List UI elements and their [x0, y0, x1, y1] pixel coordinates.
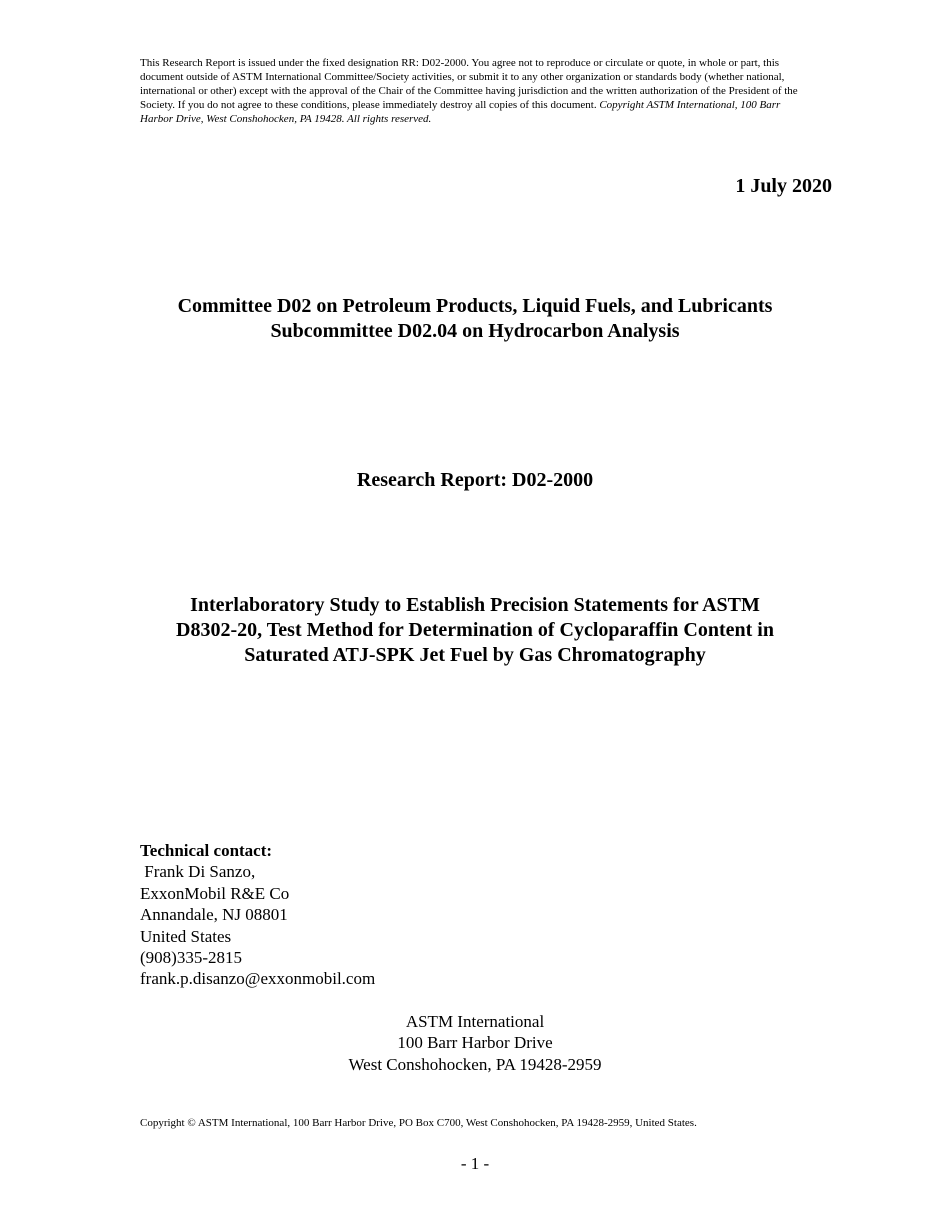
notice-copyright: Copyright ASTM International, 100 Barr Harbor Drive, West Conshohocken, PA 19428. All rights reserved.	[140, 99, 781, 125]
committee-heading	[0, 294, 950, 344]
address-street: 100 Barr Harbor Drive	[397, 1033, 553, 1053]
technical-contact	[140, 840, 375, 990]
report-designation: Research Report: D02-2000	[356, 469, 594, 491]
contact-company: ExxonMobil R&E Co	[140, 883, 290, 903]
address-org: ASTM International	[405, 1012, 545, 1031]
study-title-line-2: D8302-20, Test Method for Determination of Cycloparaffin Content in	[176, 619, 774, 641]
subcommittee-name: Subcommittee D02.04 on Hydrocarbon Analysis	[270, 320, 680, 342]
contact-name: Frank Di Sanzo,	[140, 862, 256, 882]
contact-email: frank.p.disanzo@exxonmobil.com	[140, 969, 376, 989]
address-city: West Conshohocken, PA 19428-2959	[348, 1054, 602, 1074]
astm-address	[0, 1011, 950, 1075]
contact-heading: Technical contact:	[140, 841, 273, 860]
study-title-line-3: Saturated ATJ-SPK Jet Fuel by Gas Chromatography	[244, 644, 706, 666]
contact-city: Annandale, NJ 08801	[140, 905, 288, 925]
report-date: 1 July 2020	[735, 175, 832, 197]
contact-country: United States	[140, 926, 232, 946]
notice-text: This Research Report is issued under the fixed designation RR: D02-2000. You agree not to reproduce or circulate or quote, in whole or part, this document outside of ASTM International Committee/Society activities, or submit it to any other organization or standards body (whether national, international or other) except with the approval of the Chair of the Committee having jurisdiction and the written authorization of the President of the Society. If you do not agree to these conditions, please immediately destroy all copies of this document.	[140, 57, 798, 111]
footer-copyright: Copyright © ASTM International, 100 Barr Harbor Drive, PO Box C700, West Conshohocken, PA 19428-2959, United States.	[140, 1117, 697, 1129]
contact-phone: (908)335-2815	[140, 948, 242, 968]
study-title-line-1: Interlaboratory Study to Establish Precision Statements for ASTM	[190, 594, 760, 616]
distribution-notice	[140, 56, 810, 126]
committee-name: Committee D02 on Petroleum Products, Liquid Fuels, and Lubricants	[177, 295, 773, 317]
page-number: - 1 -	[460, 1154, 490, 1173]
study-title	[0, 593, 950, 668]
